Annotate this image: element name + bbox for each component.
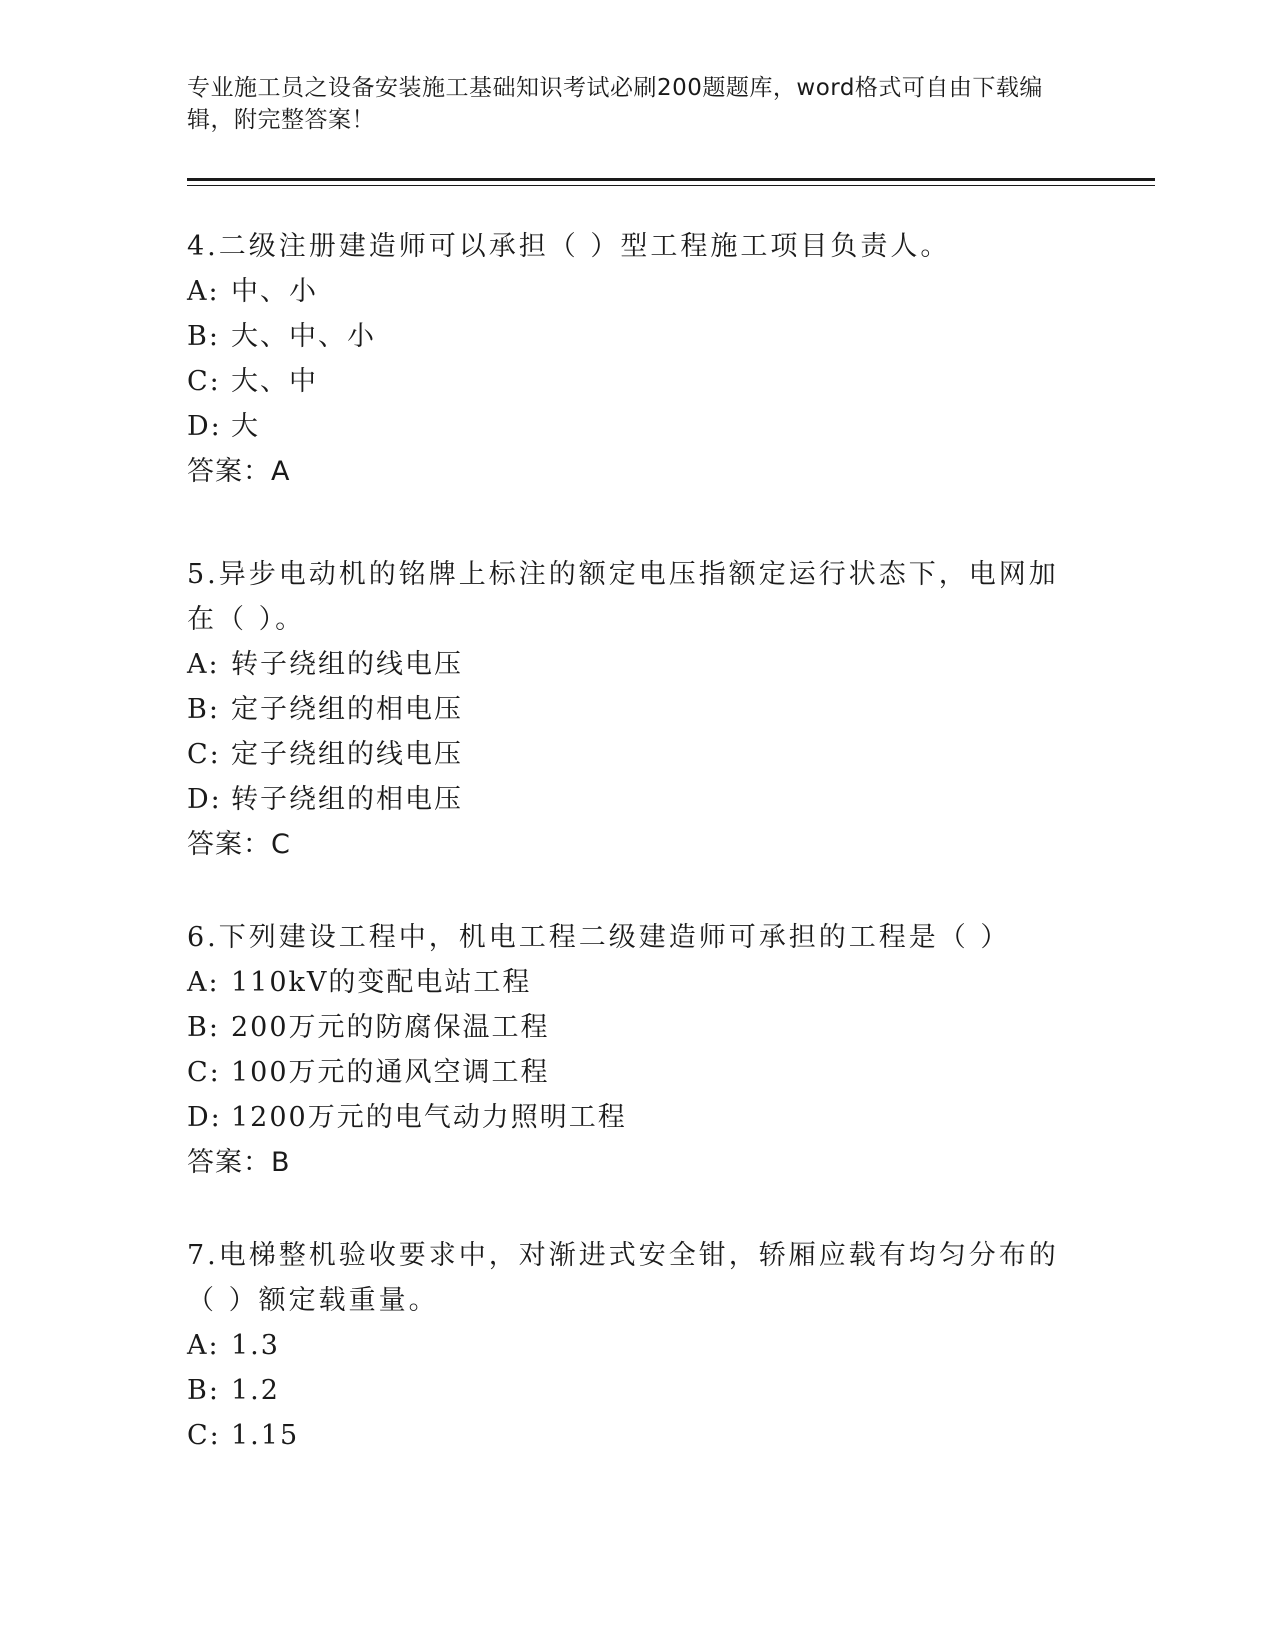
option-text: 1200万元的电气动力照明工程 [231,1102,627,1133]
header-divider-thick [187,178,1155,181]
option-letter: C: [187,366,221,397]
option-text: 定子绕组的线电压 [231,739,463,770]
question-stem: 6.下列建设工程中，机电工程二级建造师可承担的工程是（ ） [187,922,1011,953]
option-c [187,732,1067,777]
option-a [187,642,1067,687]
option-a [187,269,1067,314]
option-b [187,687,1067,732]
question-stem: 7.电梯整机验收要求中，对渐进式安全钳，轿厢应载有均匀分布的（ ）额定载重量。 [187,1240,1059,1316]
answer-line: 答案：A [187,456,291,487]
option-text: 大、中、小 [231,321,376,352]
option-letter: D: [187,411,222,442]
option-letter: C: [187,739,221,770]
option-a [187,1323,1067,1368]
option-letter: D: [187,1102,222,1133]
option-letter: A: [187,649,220,680]
option-d [187,1095,1067,1140]
option-letter: A: [187,1330,220,1361]
option-d [187,404,1067,449]
option-text: 1.2 [231,1375,280,1406]
option-b [187,1368,1067,1413]
option-text: 110kV的变配电站工程 [231,967,532,998]
option-text: 100万元的通风空调工程 [231,1057,550,1088]
answer-line: 答案：C [187,829,291,860]
question-block [187,915,1067,1185]
option-letter: B: [187,321,220,352]
document-title: 专业施工员之设备安装施工基础知识考试必刷200题题库，word格式可自由下载编辑，附完整答案！ [187,75,1043,133]
option-a [187,960,1067,1005]
option-text: 200万元的防腐保温工程 [231,1012,550,1043]
option-d [187,777,1067,822]
option-letter: C: [187,1057,221,1088]
question-stem: 4.二级注册建造师可以承担（ ）型工程施工项目负责人。 [187,231,951,262]
option-letter: B: [187,694,220,725]
option-text: 大、中 [231,366,318,397]
option-b [187,314,1067,359]
option-letter: B: [187,1012,220,1043]
answer-line: 答案：B [187,1147,291,1178]
option-text: 中、小 [231,276,318,307]
option-text: 定子绕组的相电压 [231,694,463,725]
option-text: 1.15 [231,1420,300,1451]
option-text: 大 [231,411,260,442]
question-block [187,1233,1067,1458]
question-block [187,552,1067,867]
option-text: 转子绕组的线电压 [231,649,463,680]
option-letter: A: [187,276,220,307]
header-divider-thin [187,185,1155,186]
option-letter: D: [187,784,222,815]
question-block [187,224,1067,494]
option-letter: A: [187,967,220,998]
question-stem: 5.异步电动机的铭牌上标注的额定电压指额定运行状态下，电网加在（ ）。 [187,559,1059,635]
option-letter: B: [187,1375,220,1406]
option-c [187,1050,1067,1095]
option-b [187,1005,1067,1050]
option-letter: C: [187,1420,221,1451]
option-c [187,1413,1067,1458]
option-c [187,359,1067,404]
option-text: 1.3 [231,1330,280,1361]
option-text: 转子绕组的相电压 [231,784,463,815]
